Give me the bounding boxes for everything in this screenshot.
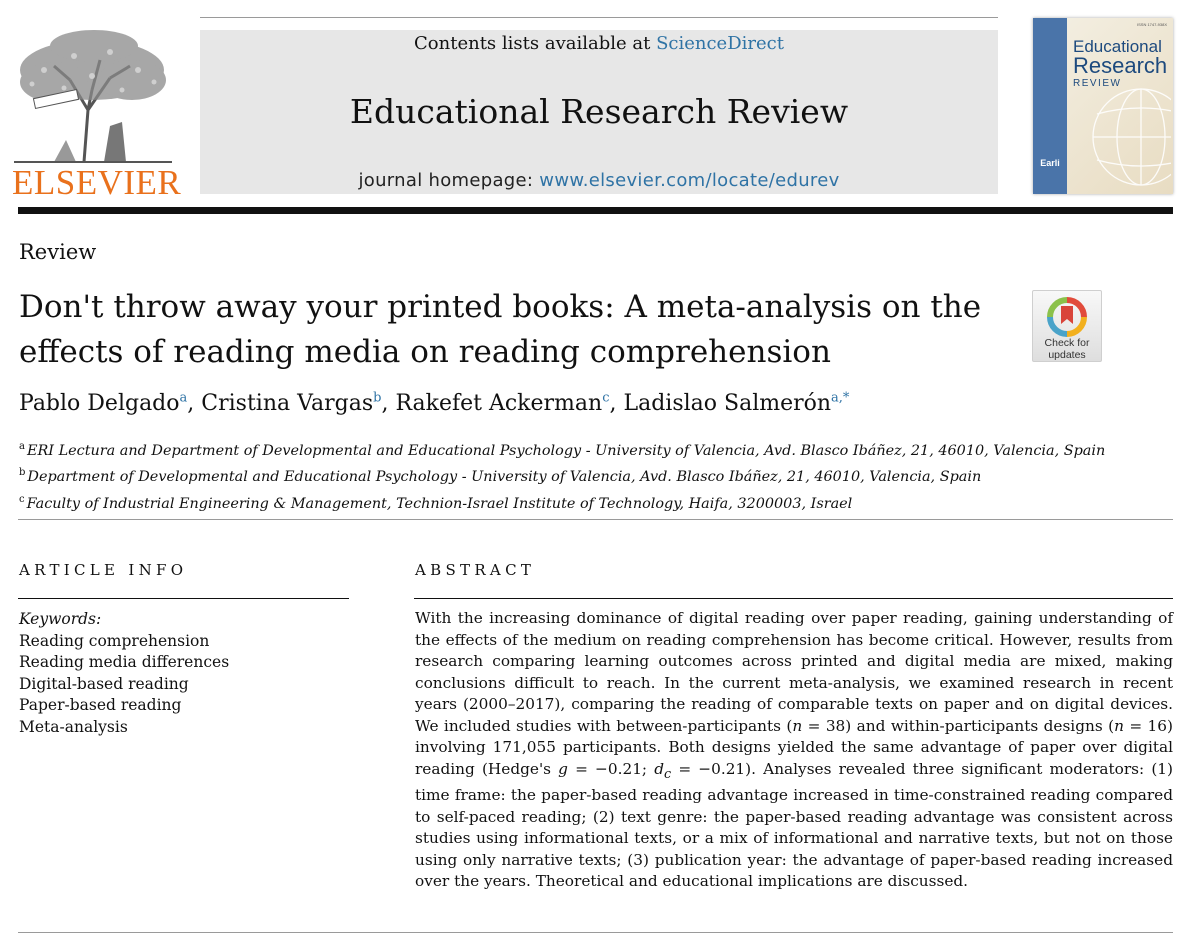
affiliation-text: Faculty of Industrial Engineering & Management, Technion-Israel Institute of Technology, Haifa, 3200003, Israel: [26, 495, 853, 512]
cover-issn: ISSN 1747-938X: [1137, 22, 1168, 27]
abstract-part: = −0.21;: [567, 759, 655, 778]
homepage-prefix: journal homepage:: [358, 170, 540, 191]
journal-title: Educational Research Review: [349, 92, 849, 131]
abstract-heading: ABSTRACT: [415, 561, 536, 579]
bottom-rule: [18, 932, 1173, 933]
crossmark-icon: [1047, 297, 1087, 337]
author-list: Pablo Delgado$^a$, Cristina Vargas$^b$, Rakefet Ackerman$^c$, Ladislao Salmerón$^{a,*}$: [19, 390, 850, 416]
article-info-heading: ARTICLE INFO: [19, 561, 188, 579]
contents-line: [200, 33, 998, 54]
abstract-text: [415, 608, 1173, 893]
author-name[interactable]: Rakefet Ackerman: [395, 391, 603, 416]
article-type: Review: [19, 240, 97, 264]
affiliation-item: [19, 462, 1105, 488]
author-name[interactable]: Ladislao Salmerón: [623, 391, 832, 416]
tree-icon: [14, 30, 172, 164]
affiliation-text: Department of Developmental and Educational Psychology - University of Valencia, Avd. Blasco Ibáñez, 21, 46010, Valencia, Spain: [27, 469, 982, 486]
abstract-rule: [414, 598, 1173, 599]
keyword-item[interactable]: Reading media differences: [19, 653, 230, 671]
check-for-updates-button[interactable]: [1032, 290, 1102, 362]
cover-title-line3: REVIEW: [1073, 78, 1122, 89]
math-symbol-d: d: [654, 759, 665, 778]
section-divider: [18, 519, 1173, 520]
author-name[interactable]: Pablo Delgado: [19, 391, 180, 416]
affiliation-item: [19, 436, 1105, 462]
header-thick-rule: [18, 207, 1173, 214]
top-rule: [200, 17, 998, 18]
cover-title-line1: Educational: [1073, 37, 1162, 56]
keyword-item[interactable]: Paper-based reading: [19, 696, 182, 714]
math-symbol-n: n: [792, 716, 803, 735]
affiliation-item: [19, 489, 1105, 515]
article-info-rule: [18, 598, 349, 599]
author-affiliation-marker[interactable]: b: [373, 390, 382, 406]
publisher-name: ELSEVIER: [12, 163, 182, 202]
contents-prefix: Contents lists available at: [414, 33, 657, 54]
abstract-part: With the increasing dominance of digital reading over paper reading, gaining understanding of the effects of the medium on reading comprehension has become critical. However, results from research comparing learning outcomes across printed and digital media are mixed, making conclusions difficult to reach. In the current meta-analysis, we examined research in recent years (2000–2017), comparing the reading of comparable texts on paper and on digital devices. We included studies with between-participants (: [415, 609, 1173, 735]
affiliation-marker: c: [19, 493, 25, 505]
keyword-item[interactable]: Meta-analysis: [19, 717, 128, 736]
abstract-part: = 16) involving 171,055 participants. Both designs yielded the same advantage of paper over digital reading (Hedge's: [415, 716, 1173, 778]
keywords-label: Keywords:: [19, 610, 102, 628]
keyword-item[interactable]: Digital-based reading: [19, 674, 189, 693]
homepage-line: [200, 170, 998, 191]
affiliation-list: [19, 436, 1105, 515]
math-subscript-c: c: [664, 766, 672, 782]
cover-title-line2: Research: [1073, 53, 1168, 78]
abstract-part: = 38) and within-participants designs (: [802, 716, 1115, 735]
crossmark-label-2: updates: [1048, 349, 1086, 361]
journal-cover[interactable]: [1033, 18, 1173, 194]
affiliation-marker: b: [19, 467, 26, 479]
article-title: Don't throw away your printed books: A meta-analysis on the effects of reading media on reading comprehension: [19, 289, 982, 370]
keywords-list: [19, 609, 229, 738]
sciencedirect-link[interactable]: ScienceDirect: [656, 33, 784, 54]
journal-banner: [200, 30, 998, 194]
affiliation-text: ERI Lectura and Department of Developmental and Educational Psychology - University of Valencia, Avd. Blasco Ibáñez, 21, 46010, Valencia, Spain: [26, 442, 1106, 459]
math-symbol-n: n: [1114, 716, 1124, 735]
author-affiliation-marker[interactable]: c: [602, 390, 610, 406]
author-name[interactable]: Cristina Vargas: [201, 391, 374, 416]
crossmark-label-1: Check for: [1044, 337, 1090, 349]
keyword-item[interactable]: Reading comprehension: [19, 631, 210, 650]
affiliation-marker: a: [19, 441, 25, 452]
globe-icon: [1081, 82, 1171, 192]
abstract-part: = −0.21). Analyses revealed three significant moderators: (1) time frame: the paper-based reading advantage increased in time-constrained reading compared to self-paced reading; (2) text genre: the paper-based reading advantage was consistent across studies using informational texts, or a mix of informational and narrative texts, but not on those using only narrative texts; (3) publication year: the advantage of paper-based reading increased over the years. Theoretical and educational implications are discussed.: [415, 759, 1173, 891]
journal-homepage-link[interactable]: www.elsevier.com/locate/edurev: [539, 170, 840, 191]
math-symbol-g: g: [558, 759, 568, 778]
cover-badge: Earli: [1040, 158, 1060, 168]
author-affiliation-marker[interactable]: a,*: [831, 390, 850, 406]
author-affiliation-marker[interactable]: a: [179, 390, 188, 406]
